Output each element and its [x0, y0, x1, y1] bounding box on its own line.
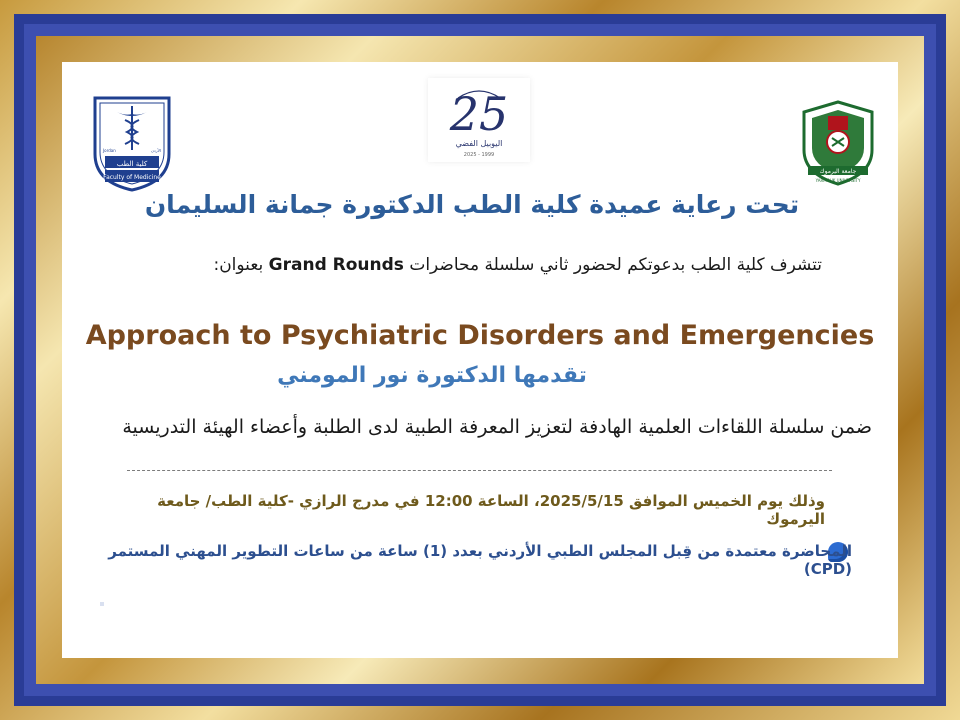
- silver-jubilee-logo: [428, 78, 530, 162]
- logo-right-arabic: جامعة اليرموك: [819, 168, 857, 175]
- schedule-line: وذلك يوم الخميس الموافق 2025/5/15، الساعة 12:00 في مدرج الرازي -كلية الطب/ جامعة اليرموك: [157, 492, 825, 528]
- series-description: ضمن سلسلة اللقاءات العلمية الهادفة لتعزيز المعرفة الطبية لدى الطلبة وأعضاء الهيئة التدريسية: [122, 416, 872, 438]
- yarmouk-university-logo: [798, 100, 878, 186]
- jubilee-numeral: 25: [449, 87, 509, 141]
- patron-line: تحت رعاية عميدة كلية الطب الدكتورة جمانة السليمان: [144, 190, 800, 219]
- invitation-text-after: بعنوان:: [213, 255, 264, 275]
- logo-left-arabic: كلية الطب: [116, 160, 148, 168]
- logo-left-english: Faculty of Medicine: [103, 174, 161, 181]
- logo-left-country-ar: الأردن: [150, 148, 161, 153]
- invitation-card: [62, 62, 898, 658]
- logo-right-english: YARMOUK UNIVERSITY: [815, 178, 861, 183]
- cpd-note: المحاضرة معتمدة من قِبل المجلس الطبي الأردني بعدد (1) ساعة من ساعات التطوير المهني المستمر (CPD): [108, 542, 852, 578]
- series-name: Grand Rounds: [268, 255, 404, 275]
- dashed-divider: [127, 470, 832, 471]
- decorative-dot: [100, 602, 104, 606]
- invitation-text: [132, 255, 822, 275]
- yarmouk-emblem-icon: [798, 100, 878, 186]
- faculty-of-medicine-logo: [87, 92, 177, 192]
- invitation-text-before: تتشرف كلية الطب بدعوتكم لحضور ثاني سلسلة محاضرات: [409, 255, 822, 275]
- caduceus-icon: [87, 92, 177, 192]
- jubilee-years: 2025 - 1999: [463, 152, 495, 158]
- presenter-line: تقدمها الدكتورة نور المومني: [277, 363, 587, 388]
- jubilee-caption: اليوبيل الفضي: [455, 139, 503, 148]
- lecture-title: Approach to Psychiatric Disorders and Emergencies: [85, 320, 875, 351]
- logo-left-country-en: Jordan: [103, 148, 116, 153]
